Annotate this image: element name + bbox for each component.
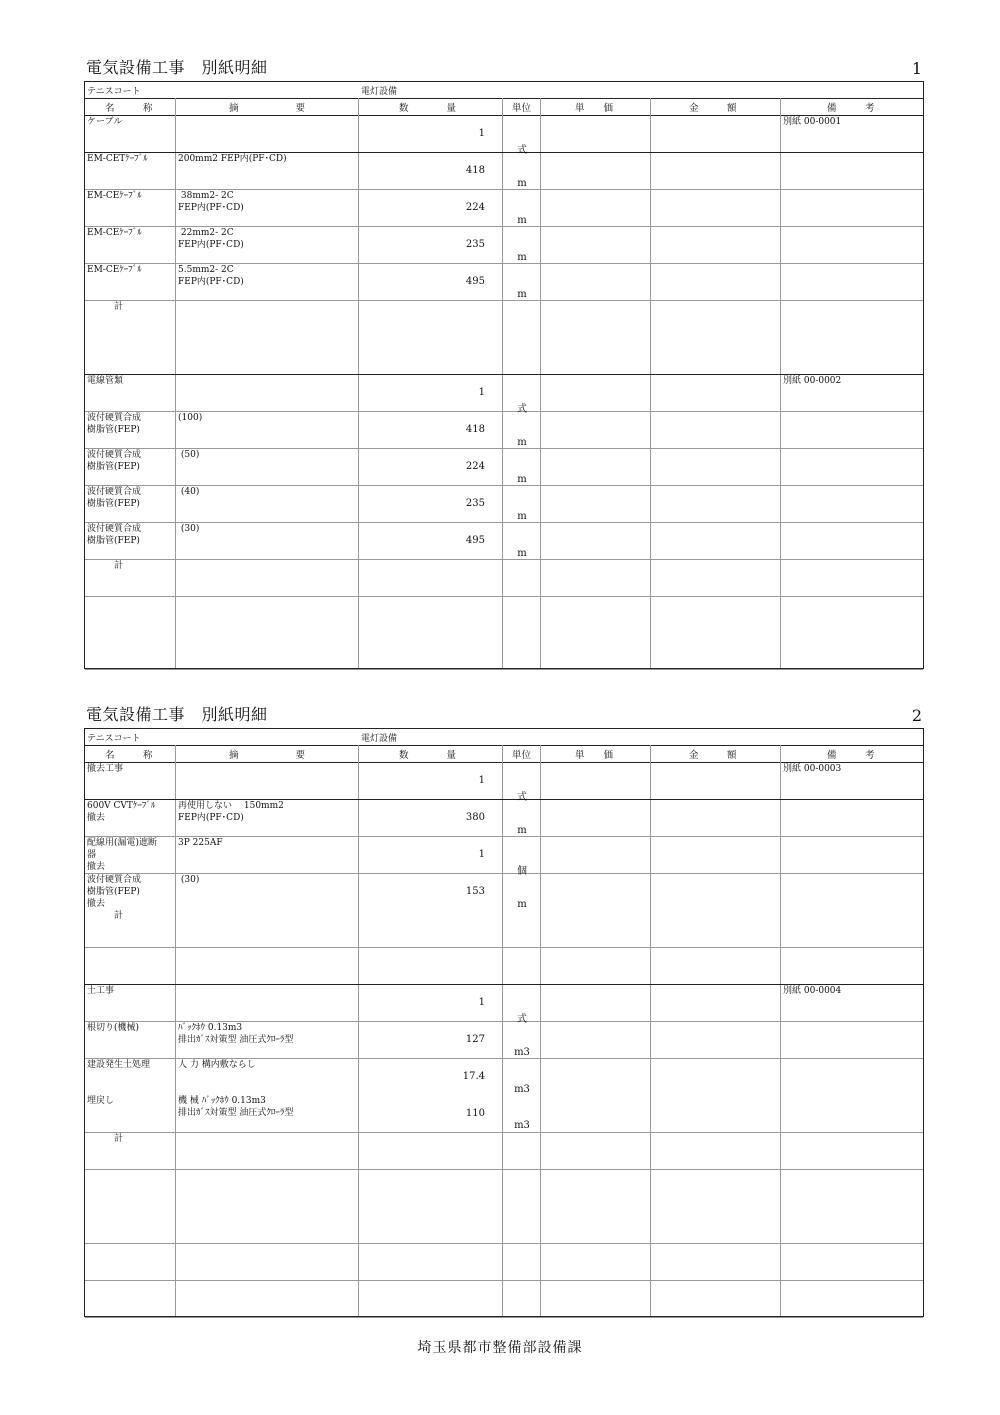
item-name: 計 [87,302,124,312]
item-spec: 38mm2- 2C FEP内(PF･CD) [178,191,244,213]
item-unit: m [517,437,527,448]
table-row [85,1169,923,1244]
item-spec: (30) [178,875,200,885]
item-unit: 個 [517,866,527,877]
item-quantity: 1 [478,775,485,786]
item-name: 撤去工事 [87,764,124,774]
table-row [85,799,923,837]
item-spec: 22mm2- 2C FEP内(PF･CD) [178,228,244,250]
page-number: 1 [911,59,922,78]
item-quantity: 418 [465,165,485,176]
detail-table-2 [84,728,924,1317]
table-row [85,115,923,156]
category-label: 電灯設備 [361,734,398,744]
table-row [85,836,923,877]
table-row [85,596,923,670]
table-row [85,873,923,948]
table-row [85,374,923,415]
page-1-title-row [84,56,924,80]
item-quantity: 110 [465,1108,485,1119]
item-quantity: 153 [465,886,485,897]
item-unit: 式 [517,404,527,415]
item-name: 土工事 [87,986,115,996]
item-spec: 200mm2 FEP内(PF･CD) [178,154,287,164]
page-title: 電気設備工事 別紙明細 [86,705,268,724]
table-row [85,522,923,560]
table-row [85,300,923,375]
table-row [85,1132,923,1170]
col-unit-price: 単 価 [575,750,614,761]
item-unit: 式 [517,1014,527,1025]
table-row [85,947,923,985]
item-quantity: 495 [465,535,485,546]
col-unit: 単位 [512,103,532,114]
item-quantity: 380 [465,812,485,823]
item-unit: m [517,178,527,189]
table-row [85,1021,923,1059]
item-name: ケーブル [87,117,123,127]
item-unit: m3 [514,1047,530,1058]
table-header-info [85,729,923,746]
item-unit: m3 [514,1120,530,1131]
item-name: 波付硬質合成 樹脂管(FEP) [87,413,142,435]
item-name: 配線用(漏電)遮断 器 撤去 [87,838,158,872]
item-spec: 再使用しない 150mm2 FEP内(PF･CD) [178,801,284,823]
item-spec: 5.5mm2- 2C FEP内(PF･CD) [178,265,244,287]
item-spec: ﾊﾞｯｸﾎｳ 0.13m3 排出ｶﾞｽ対策型 油圧式ｸﾛｰﾗ型 [178,1023,294,1045]
table-row [85,984,923,1025]
item-remarks: 別紙 00-0001 [783,117,842,127]
item-name: 600V CVTｹｰﾌﾞﾙ 撤去 [87,801,156,823]
item-unit: m [517,899,527,910]
item-remarks: 別紙 00-0003 [783,764,842,774]
item-unit: m [517,511,527,522]
col-spec: 摘 要 [229,103,306,114]
table-row [85,1243,923,1281]
table-row [85,762,923,803]
table-row [85,485,923,523]
table-row [85,263,923,301]
table-row [85,189,923,227]
col-qty: 数 量 [399,750,457,761]
item-spec: (100) [178,413,203,423]
item-quantity: 1 [478,997,485,1008]
category-label: 電灯設備 [361,87,398,97]
location-label: テニスコート [87,87,141,97]
table-row [85,559,923,597]
item-quantity: 224 [465,461,485,472]
item-name: EM-CETｹｰﾌﾞﾙ [87,154,148,164]
item-name: 建設発生土処理 埋戻し [87,1060,151,1106]
item-unit: m [517,548,527,559]
item-unit: m3 [514,1084,530,1095]
item-name: 計 [87,1134,124,1144]
col-remarks: 備 考 [827,103,875,114]
item-unit: 式 [517,792,527,803]
item-remarks: 別紙 00-0002 [783,376,842,386]
item-name: 波付硬質合成 樹脂管(FEP) [87,524,142,546]
location-label: テニスコート [87,734,141,744]
table-row [85,411,923,449]
page-title: 電気設備工事 別紙明細 [86,58,268,77]
item-quantity: 1 [478,387,485,398]
department-footer: 埼玉県都市整備部設備課 [417,1340,583,1356]
col-amount: 金 額 [689,750,737,761]
item-name: 波付硬質合成 樹脂管(FEP) 撤去 計 [87,875,142,921]
table-row [85,152,923,190]
item-name: EM-CEｹｰﾌﾞﾙ [87,191,142,201]
table-row [85,226,923,264]
item-spec: (40) [178,487,200,497]
col-qty: 数 量 [399,103,457,114]
item-spec: (50) [178,450,200,460]
item-spec: (30) [178,524,200,534]
item-unit: m [517,474,527,485]
col-remarks: 備 考 [827,750,875,761]
table-row [85,1280,923,1318]
item-quantity: 495 [465,276,485,287]
col-spec: 摘 要 [229,750,306,761]
item-quantity: 235 [465,239,485,250]
item-quantity: 17.4 [462,1071,485,1082]
item-name: 計 [87,561,124,571]
item-name: 電線管類 [87,376,124,386]
item-quantity: 418 [465,424,485,435]
item-remarks: 別紙 00-0004 [783,986,842,996]
item-name: 波付硬質合成 樹脂管(FEP) [87,450,142,472]
item-name: EM-CEｹｰﾌﾞﾙ [87,228,142,238]
column-headers [85,98,923,116]
item-unit: 式 [517,145,527,156]
item-quantity: 1 [478,128,485,139]
item-quantity: 1 [478,849,485,860]
table-row [85,448,923,486]
table-row [85,1058,923,1133]
item-spec: 人 力 構内敷ならし 機 械 ﾊﾞｯｸﾎｳ 0.13m3 排出ｶﾞｽ対策型 油圧式ｸﾛｰﾗ型 [178,1060,294,1118]
item-unit: m [517,215,527,226]
column-headers [85,745,923,763]
col-name: 名 称 [105,750,153,761]
item-unit: m [517,289,527,300]
item-name: 波付硬質合成 樹脂管(FEP) [87,487,142,509]
col-amount: 金 額 [689,103,737,114]
col-name: 名 称 [105,103,153,114]
page-number: 2 [911,706,922,725]
item-quantity: 127 [465,1034,485,1045]
item-name: EM-CEｹｰﾌﾞﾙ [87,265,142,275]
item-unit: m [517,252,527,263]
item-spec: 3P 225AF [178,838,223,848]
item-quantity: 224 [465,202,485,213]
table-header-info [85,82,923,99]
col-unit-price: 単 価 [575,103,614,114]
item-unit: m [517,825,527,836]
page-2-title-row [84,703,924,727]
col-unit: 単位 [512,750,532,761]
item-name: 根切り(機械) [87,1023,140,1033]
item-quantity: 235 [465,498,485,509]
detail-table-1 [84,81,924,669]
